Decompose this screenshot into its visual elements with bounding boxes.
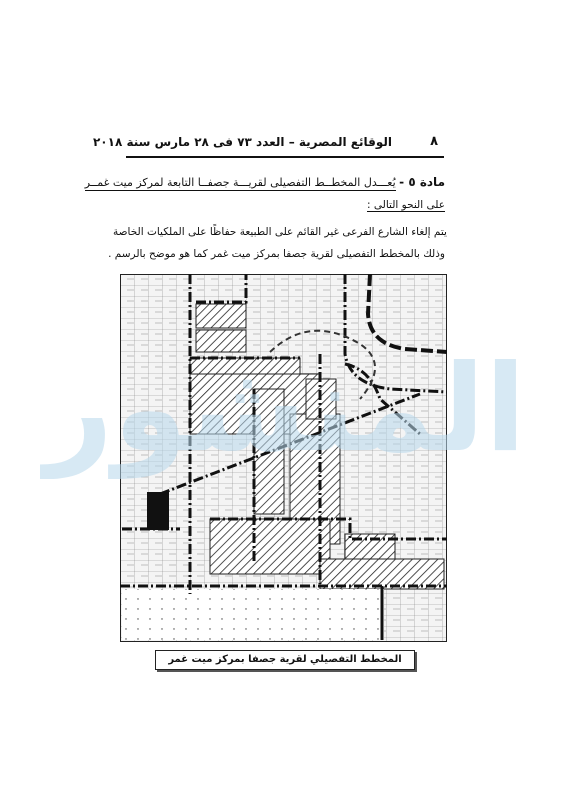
- dotted-zone: [122, 589, 384, 640]
- article-text: يُعـــدل المخطــط التفصيلى لقريـــة جصفــا التابعة لمركز ميت غمــر: [84, 176, 396, 189]
- article-text-line2: على النحو التالى :: [367, 199, 445, 211]
- header-rule: [126, 156, 444, 158]
- hatched-zone: [196, 304, 246, 328]
- map-caption: المخطط التفصيلي لقرية جصفا بمركز ميت غمر: [155, 650, 415, 670]
- solid-block: [147, 492, 169, 530]
- village-plan-map: [120, 274, 447, 642]
- hatched-zone: [196, 330, 246, 352]
- gazette-title: الوقائع المصرية – العدد ٧٣ فى ٢٨ مارس سنة ٢٠١٨: [92, 135, 392, 149]
- article-label: مادة ٥ -: [399, 175, 445, 189]
- body-line-2: وذلك بالمخطط التفصيلى لقرية جصفا بمركز ميت غمر كما هو موضح بالرسم .: [108, 248, 445, 260]
- svg-text:المنشور: المنشور: [43, 340, 527, 479]
- body-line-1: يتم إلغاء الشارع الفرعى غير القائم على الطبيعة حفاظًا على الملكيات الخاصة: [112, 226, 447, 238]
- article-heading: [84, 175, 445, 189]
- page-header: [92, 134, 444, 154]
- article-text-continued: [367, 199, 445, 211]
- page-number: ٨: [430, 134, 438, 149]
- hatched-zone: [210, 519, 330, 574]
